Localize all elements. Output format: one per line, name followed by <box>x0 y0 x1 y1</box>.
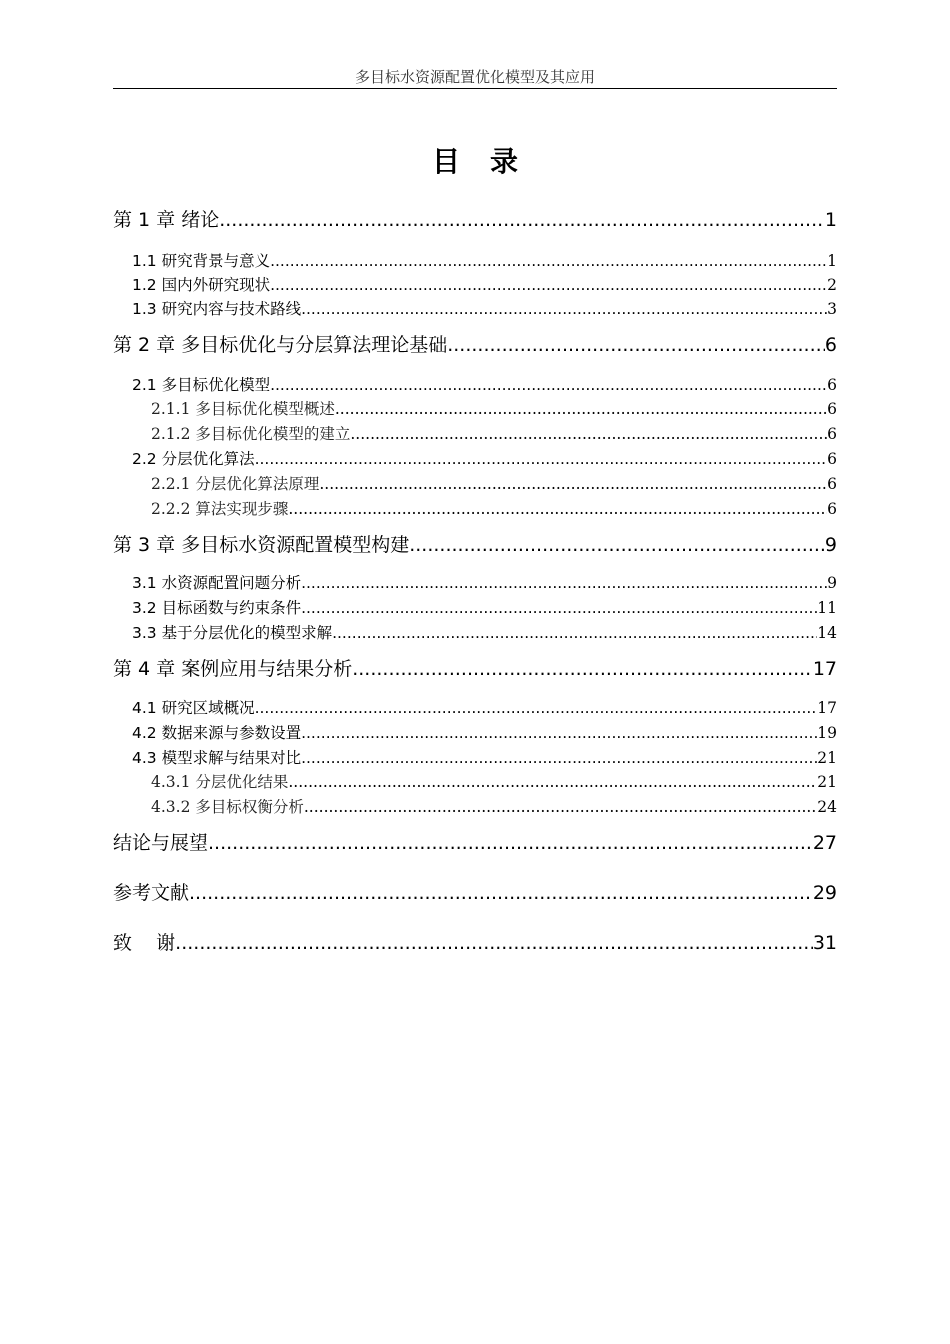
toc-entry-label: 参考文献 <box>113 882 190 904</box>
toc-entry-page: 6 <box>827 475 837 493</box>
dot-leader <box>301 749 817 768</box>
toc-entry-label: 第 3 章 多目标水资源配置模型构建 <box>113 534 410 556</box>
toc-entry-page: 17 <box>817 699 837 717</box>
toc-entry-page: 19 <box>817 724 837 742</box>
toc-entry[interactable] <box>113 658 837 681</box>
toc-entry[interactable] <box>113 773 837 792</box>
dot-leader <box>350 425 827 444</box>
toc-entry[interactable] <box>113 749 837 768</box>
toc-entry[interactable] <box>113 534 837 557</box>
dot-leader <box>270 276 827 295</box>
toc-entry-label: 致 谢 <box>113 932 176 954</box>
toc-entry-page: 31 <box>812 932 837 954</box>
toc-entry[interactable] <box>113 425 837 444</box>
toc-entry[interactable] <box>113 500 837 519</box>
running-header: 多目标水资源配置优化模型及其应用 <box>354 68 595 86</box>
toc-entry-label: 2.1.1 多目标优化模型概述 <box>151 400 335 418</box>
toc-entry-page: 11 <box>817 599 837 617</box>
toc-entry-label: 2.2 分层优化算法 <box>132 450 255 468</box>
toc-entry-label: 4.3.2 多目标权衡分析 <box>151 798 304 816</box>
toc-entry-page: 6 <box>827 376 837 394</box>
toc-entry-label: 4.2 数据来源与参数设置 <box>132 724 302 742</box>
toc-entry-label: 4.3.1 分层优化结果 <box>151 773 289 791</box>
toc-entry-label: 第 4 章 案例应用与结果分析 <box>113 658 353 680</box>
toc-entry-page: 1 <box>827 252 837 270</box>
dot-leader <box>189 882 813 905</box>
dot-leader <box>301 599 817 618</box>
toc-entry-label: 2.2.1 分层优化算法原理 <box>151 475 320 493</box>
toc-entry[interactable] <box>113 882 837 905</box>
toc-entry[interactable] <box>113 724 837 743</box>
toc-entry[interactable] <box>113 798 837 817</box>
toc-entry[interactable] <box>113 334 837 357</box>
toc-entry[interactable] <box>113 252 837 271</box>
dot-leader <box>301 724 817 743</box>
toc-entry[interactable] <box>113 475 837 494</box>
dot-leader <box>301 574 827 593</box>
dot-leader <box>352 658 813 681</box>
toc-entry-page: 2 <box>827 276 837 294</box>
dot-leader <box>255 450 828 469</box>
toc-entry-page: 6 <box>827 450 837 468</box>
toc-entry[interactable] <box>113 276 837 295</box>
dot-leader <box>409 534 825 557</box>
toc-entry[interactable] <box>113 376 837 395</box>
toc-entry-page: 27 <box>812 832 837 854</box>
dot-leader <box>288 500 827 519</box>
toc-entry-page: 21 <box>817 749 837 767</box>
toc-entry-label: 第 2 章 多目标优化与分层算法理论基础 <box>113 334 448 356</box>
toc-entry[interactable] <box>113 209 837 232</box>
toc-entry-label: 3.1 水资源配置问题分析 <box>132 574 302 592</box>
toc-entry-page: 14 <box>817 624 837 642</box>
dot-leader <box>335 400 827 419</box>
dot-leader <box>288 773 817 792</box>
dot-leader <box>175 932 813 955</box>
toc-entry[interactable] <box>113 400 837 419</box>
toc-entry-page: 24 <box>817 798 837 816</box>
dot-leader <box>219 209 825 232</box>
toc-entry[interactable] <box>113 699 837 718</box>
toc-entry-label: 1.3 研究内容与技术路线 <box>132 300 302 318</box>
toc-entry[interactable] <box>113 574 837 593</box>
dot-leader <box>270 252 827 271</box>
dot-leader <box>304 798 817 817</box>
toc-entry-page: 9 <box>827 574 837 592</box>
toc-entry-label: 第 1 章 绪论 <box>113 209 220 231</box>
toc-entry-label: 4.1 研究区域概况 <box>132 699 255 717</box>
toc-entry-page: 6 <box>827 425 837 443</box>
dot-leader <box>301 300 827 319</box>
toc-entry-label: 4.3 模型求解与结果对比 <box>132 749 302 767</box>
toc-entry-label: 2.1 多目标优化模型 <box>132 376 271 394</box>
toc-entry-label: 3.2 目标函数与约束条件 <box>132 599 302 617</box>
dot-leader <box>208 832 813 855</box>
dot-leader <box>447 334 825 357</box>
toc-entry-page: 3 <box>827 300 837 318</box>
toc-entry-label: 2.2.2 算法实现步骤 <box>151 500 289 518</box>
toc-entry[interactable] <box>113 450 837 469</box>
dot-leader <box>332 624 817 643</box>
dot-leader <box>255 699 818 718</box>
dot-leader <box>319 475 827 494</box>
toc-entry-page: 21 <box>817 773 837 791</box>
toc-entry-page: 6 <box>827 400 837 418</box>
toc-entry-label: 1.1 研究背景与意义 <box>132 252 271 270</box>
toc-entry[interactable] <box>113 932 837 955</box>
toc-entry[interactable] <box>113 599 837 618</box>
toc-entry-page: 9 <box>824 534 837 556</box>
toc-entry[interactable] <box>113 624 837 643</box>
toc-entry-page: 6 <box>824 334 837 356</box>
toc-title: 目录 <box>431 145 548 178</box>
toc-entry-label: 3.3 基于分层优化的模型求解 <box>132 624 333 642</box>
toc-entry-label: 结论与展望 <box>113 832 209 854</box>
toc-entry-page: 17 <box>812 658 837 680</box>
toc-entry-page: 1 <box>824 209 837 231</box>
toc-entry[interactable] <box>113 300 837 319</box>
toc-entry-label: 2.1.2 多目标优化模型的建立 <box>151 425 351 443</box>
toc-entry-label: 1.2 国内外研究现状 <box>132 276 271 294</box>
dot-leader <box>270 376 827 395</box>
toc-entry-page: 6 <box>827 500 837 518</box>
toc-entry-page: 29 <box>812 882 837 904</box>
toc-entry[interactable] <box>113 832 837 855</box>
